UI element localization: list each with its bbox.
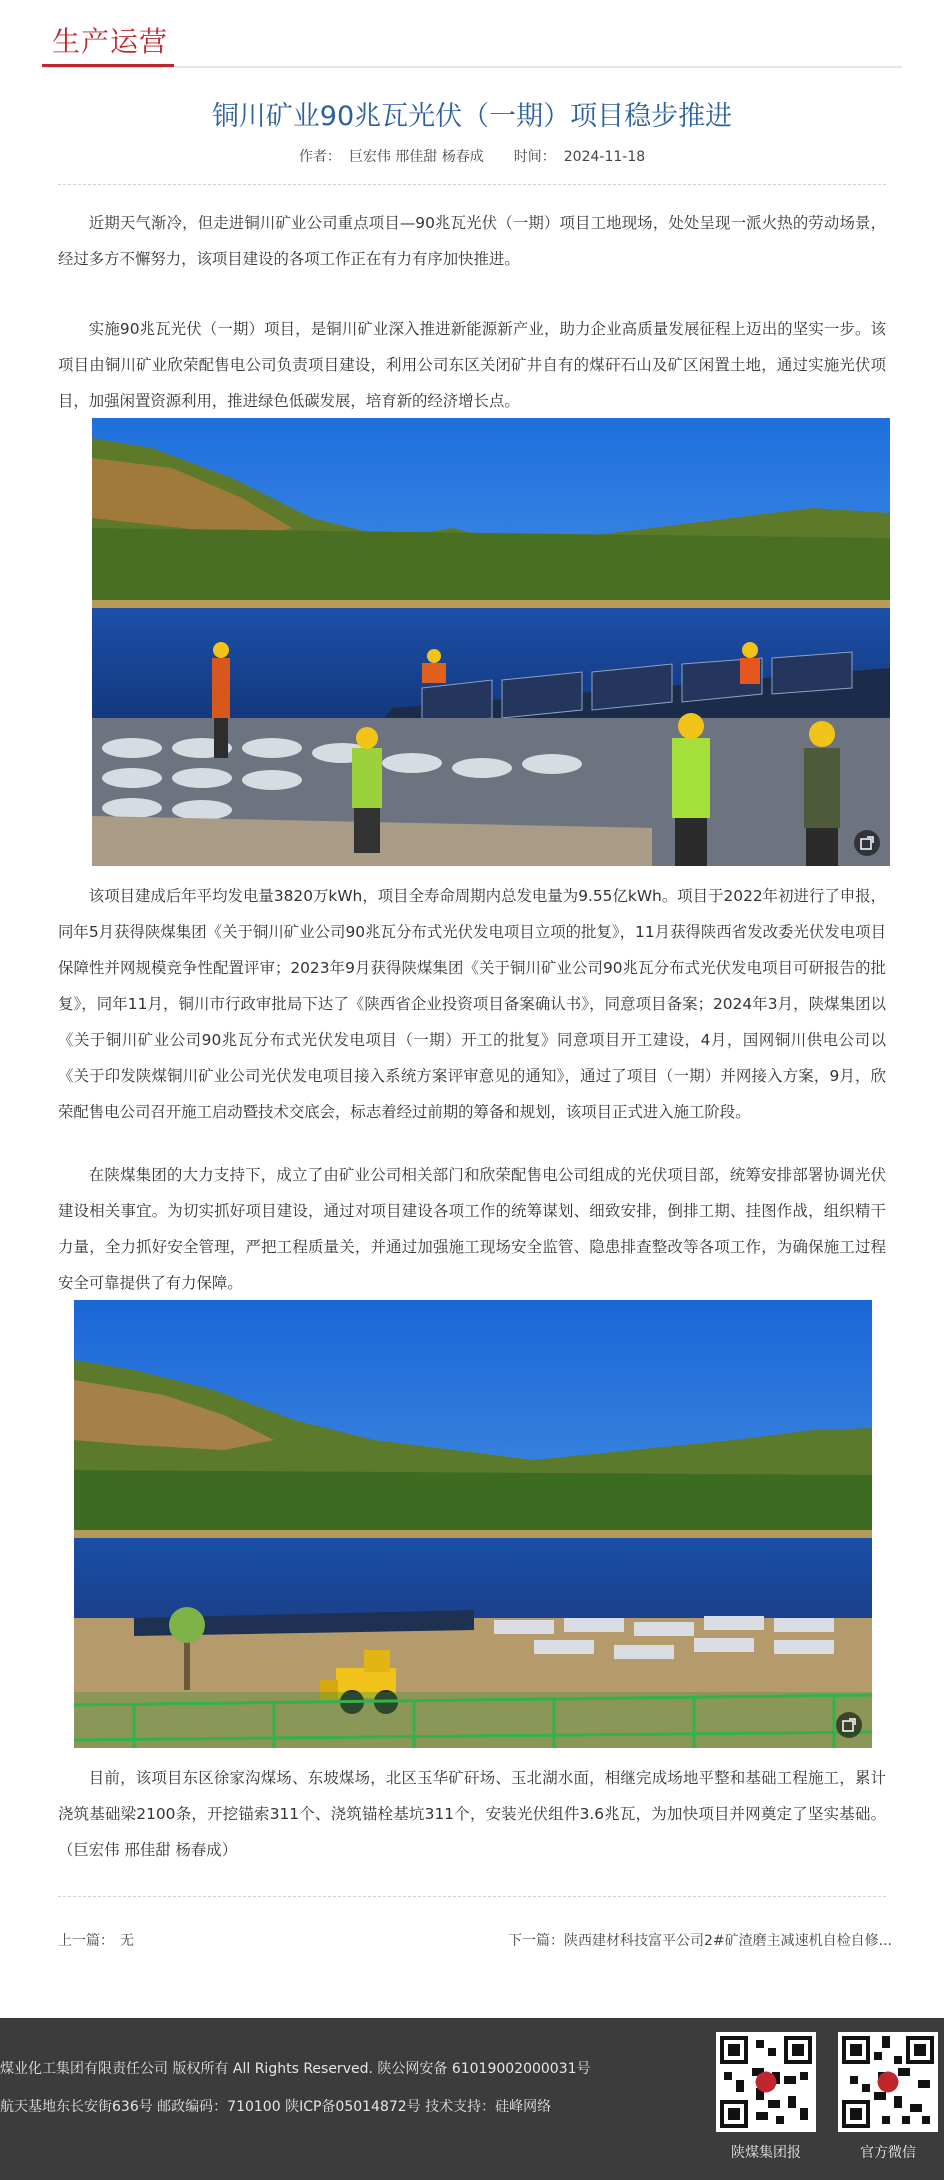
author-label: 作者： [298,149,341,165]
site-footer [0,2018,944,2180]
next-label: 下一篇： [508,1933,564,1949]
image-expand-icon[interactable] [854,830,880,856]
prev-label: 上一篇： [58,1933,114,1949]
footer-address: 航天基地东长安街636号 邮政编码：710100 陕ICP备05014872号 技术支持：硅峰网络 [0,2099,552,2115]
article-photo-site[interactable] [74,1300,872,1748]
article-meta [0,146,944,166]
article-paragraph: 在陕煤集团的大力支持下，成立了由矿业公司相关部门和欣荣配售电公司组成的光伏项目部，统筹安排部署协调光伏建设相关事宜。为切实抓好项目建设，通过对项目建设各项工作的统筹谋划、细致安排，倒排工期、挂图作战，组织精干力量，全力抓好安全管理，严把工程质量关，并通过加强施工现场安全监管、隐患排查整改等各项工作，为确保施工过程安全可靠提供了有力保障。 [58,1166,886,1292]
article-paragraph: 该项目建成后年平均发电量3820万kWh，项目全寿命周期内总发电量为9.55亿kWh。项目于2022年初进行了申报，同年5月获得陕煤集团《关于铜川矿业公司90兆瓦分布式光伏发电项目立项的批复》，11月获得陕西省发改委光伏发电项目保障性并网规模竞争性配置评审；2023年9月获得陕煤集团《关于铜川矿业公司90兆瓦分布式光伏发电项目可研报告的批复》，同年11月，铜川市行政审批局下达了《陕西省企业投资项目备案确认书》，同意项目备案；2024年3月，陕煤集团以《关于铜川矿业公司90兆瓦分布式光伏发电项目（一期）开工的批复》同意项目开工建设，4月，国网铜川供电公司以《关于印发陕煤铜川矿业公司光伏发电项目接入系统方案评审意见的通知》，通过了项目（一期）并网接入方案，9月，欣荣配售电公司召开施工启动暨技术交底会，标志着经过前期的筹备和规划，该项目正式进入施工阶段。 [58,887,886,1121]
article-paragraph: 近期天气渐冷，但走进铜川矿业公司重点项目—90兆瓦光伏（一期）项目工地现场，处处呈现一派火热的劳动场景，经过多方不懈努力，该项目建设的各项工作正在有力有序加快推进。 [58,214,886,268]
prev-title[interactable]: 无 [120,1933,134,1949]
author-names: 巨宏伟 邢佳甜 杨春成 [348,149,484,165]
prev-article[interactable] [58,1930,134,1950]
next-article[interactable] [508,1930,892,1950]
article-photo-workers[interactable] [92,418,890,866]
article-paragraph: 实施90兆瓦光伏（一期）项目，是铜川矿业深入推进新能源新产业，助力企业高质量发展征程上迈出的坚实一步。该项目由铜川矿业欣荣配售电公司负责项目建设，利用公司东区关闭矿井自有的煤矸石山及矿区闲置土地，通过实施光伏项目，加强闲置资源利用，推进绿色低碳发展，培育新的经济增长点。 [58,320,886,410]
article-title: 铜川矿业90兆瓦光伏（一期）项目稳步推进 [211,101,733,132]
qr-label-wechat: 官方微信 [860,2145,916,2161]
article-paragraph: 目前，该项目东区徐家沟煤场、东坡煤场，北区玉华矿矸场、玉北湖水面，相继完成场地平整和基础工程施工，累计浇筑基础梁2100条，开挖锚索311个、浇筑锚栓基坑311个，安装光伏组件3.6兆瓦，为加快项目并网奠定了坚实基础。（巨宏伟 邢佳甜 杨春成） [58,1769,886,1859]
section-title-underline [42,64,174,67]
time-label: 时间： [513,149,556,165]
image-expand-icon[interactable] [836,1712,862,1738]
qr-code-wechat [838,2032,938,2132]
next-title[interactable]: 陕西建材科技富平公司2#矿渣磨主减速机自检自修... [564,1933,892,1949]
section-header [42,14,902,68]
publish-time: 2024-11-18 [563,149,646,165]
qr-label-newspaper: 陕煤集团报 [731,2145,801,2161]
section-title[interactable]: 生产运营 [52,25,169,58]
divider [58,1896,886,1897]
qr-code-newspaper [716,2032,816,2132]
footer-copyright: 煤业化工集团有限责任公司 版权所有 All Rights Reserved. 陕公网安备 61019002000031号 [0,2061,591,2077]
divider [58,184,886,185]
